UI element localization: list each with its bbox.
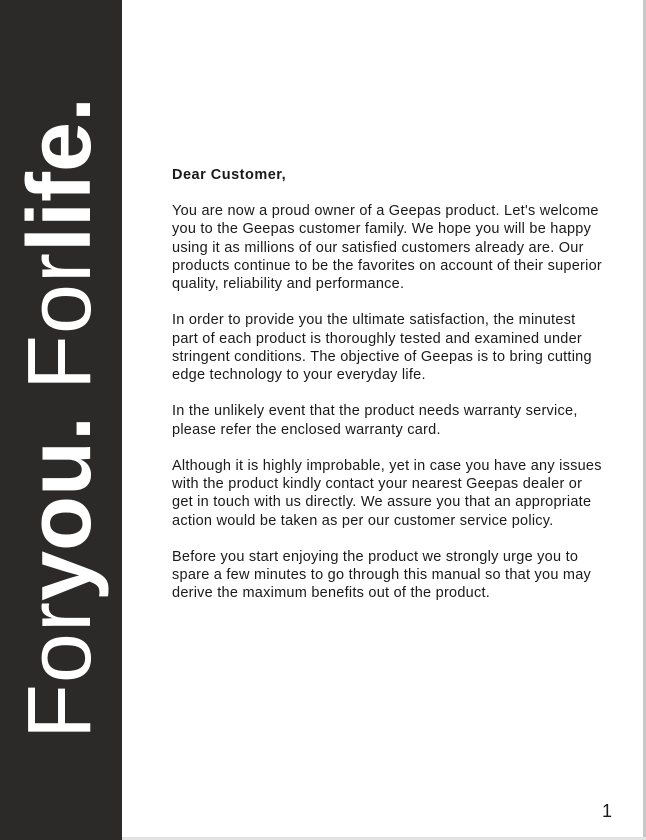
letter-paragraph-1: You are now a proud owner of a Geepas product. Let's welcome you to the Geepas customer family. We hope you will be happy using it as millions of our satisfied customers already are. Our products continue to be the favorites on account of their superior quality, reliability and performance.: [172, 203, 602, 293]
brand-slogan: [10, 96, 110, 740]
welcome-letter: [172, 166, 604, 621]
page-number: 1: [601, 801, 612, 821]
slogan-part-for: For: [10, 601, 110, 740]
letter-paragraph-4: Although it is highly improbable, yet in case you have any issues with the product kindly contact your nearest Geepas dealer or get in touch with us directly. We assure you that an appropriate action would be taken as per our customer service policy.: [172, 458, 602, 529]
letter-paragraph-2: In order to provide you the ultimate satisfaction, the minutest part of each product is thoroughly tested and examined under stringent conditions. The objective of Geepas is to bring cutting edge technology to your everyday life.: [172, 312, 592, 384]
letter-paragraph-3: In the unlikely event that the product needs warranty service, please refer the enclosed warranty card.: [172, 403, 578, 438]
slogan-part-for-2: For: [10, 252, 110, 417]
slogan-part-you: you.: [10, 416, 110, 602]
letter-greeting: Dear Customer,: [172, 167, 287, 183]
sidebar-band: [0, 0, 122, 840]
slogan-part-life: life.: [10, 96, 110, 253]
letter-paragraph-5: Before you start enjoying the product we strongly urge you to spare a few minutes to go through this manual so that you may derive the maximum benefits out of the product.: [172, 549, 592, 602]
